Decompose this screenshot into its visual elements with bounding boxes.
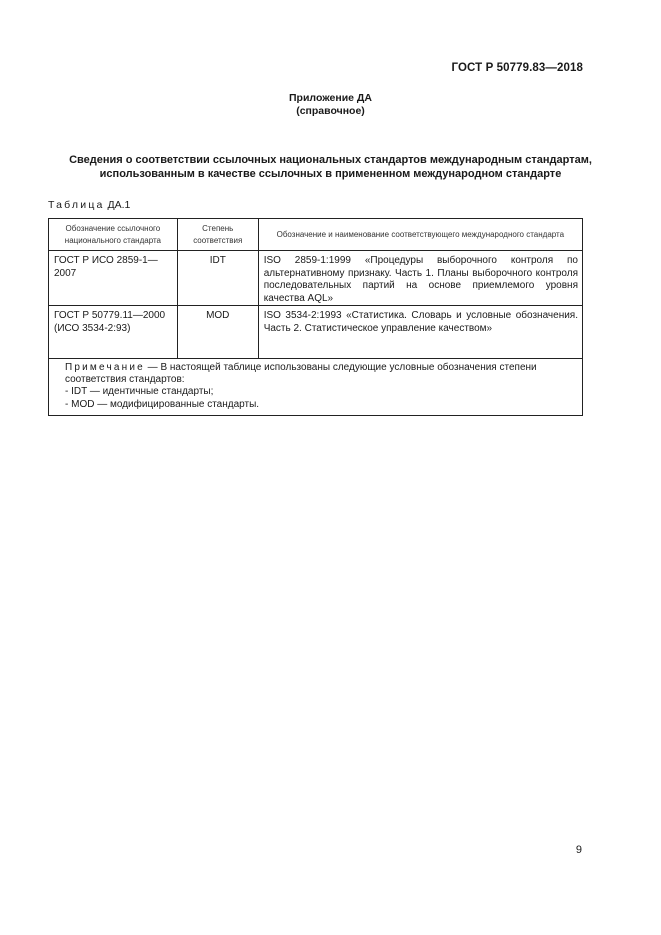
header-international-standard: Обозначение и наименование соответствующего международного стандарта — [258, 219, 582, 251]
international-standard-cell: ISO 2859-1:1999 «Процедуры выборочного контроля по альтернативному признаку. Часть 1. Планы выборочного контроля последовательных партий на основе приемлемого уровня качества AQL» — [258, 251, 582, 306]
appendix-title: Приложение ДА — [289, 92, 372, 104]
header-degree: Степень соответствия — [177, 219, 258, 251]
section-heading-line-1: Сведения о соответствии ссылочных национальных стандартов международным стандартам, — [69, 154, 592, 166]
note-label: Примечание — [65, 362, 145, 373]
table-caption-id: ДА.1 — [107, 199, 131, 211]
national-standard-cell — [49, 251, 178, 306]
national-standard-code: ГОСТ Р ИСО 2859-1—2007 — [54, 255, 158, 279]
table-caption-word: Таблица — [48, 199, 105, 211]
degree-cell: MOD — [177, 306, 258, 359]
appendix-subtitle: (справочное) — [296, 105, 365, 117]
standards-correspondence-table — [48, 218, 583, 416]
page-number: 9 — [575, 844, 582, 856]
international-standard-cell: ISO 3534-2:1993 «Статистика. Словарь и условные обозначения. Часть 2. Статистическое управление качеством» — [258, 306, 582, 359]
section-heading-line-2: использованным в качестве ссылочных в примененном международном стандарте — [99, 168, 562, 180]
table-note-row — [49, 359, 583, 416]
note-item-mod: - MOD — модифицированные стандарты. — [65, 398, 260, 410]
degree-cell: IDT — [177, 251, 258, 306]
national-standard-code: ГОСТ Р 50779.11—2000 — [54, 310, 166, 321]
note-item-idt: - IDT — идентичные стандарты; — [65, 386, 214, 398]
document-code: ГОСТ Р 50779.83—2018 — [451, 62, 583, 74]
table-caption — [48, 199, 130, 211]
table-header-row — [49, 219, 583, 251]
note-body: — В настоящей таблице использованы следующие условные обозначения степени соответствия стандартов: — [65, 362, 537, 386]
national-standard-cell — [49, 306, 178, 359]
appendix-title-block — [0, 92, 661, 118]
table-row — [49, 251, 583, 306]
section-heading — [40, 153, 621, 181]
table-row — [49, 306, 583, 359]
header-national-standard: Обозначение ссылочного национального стандарта — [49, 219, 178, 251]
national-standard-equivalent: (ИСО 3534-2:93) — [54, 322, 131, 334]
table-note — [49, 359, 583, 416]
note-text — [55, 362, 576, 386]
